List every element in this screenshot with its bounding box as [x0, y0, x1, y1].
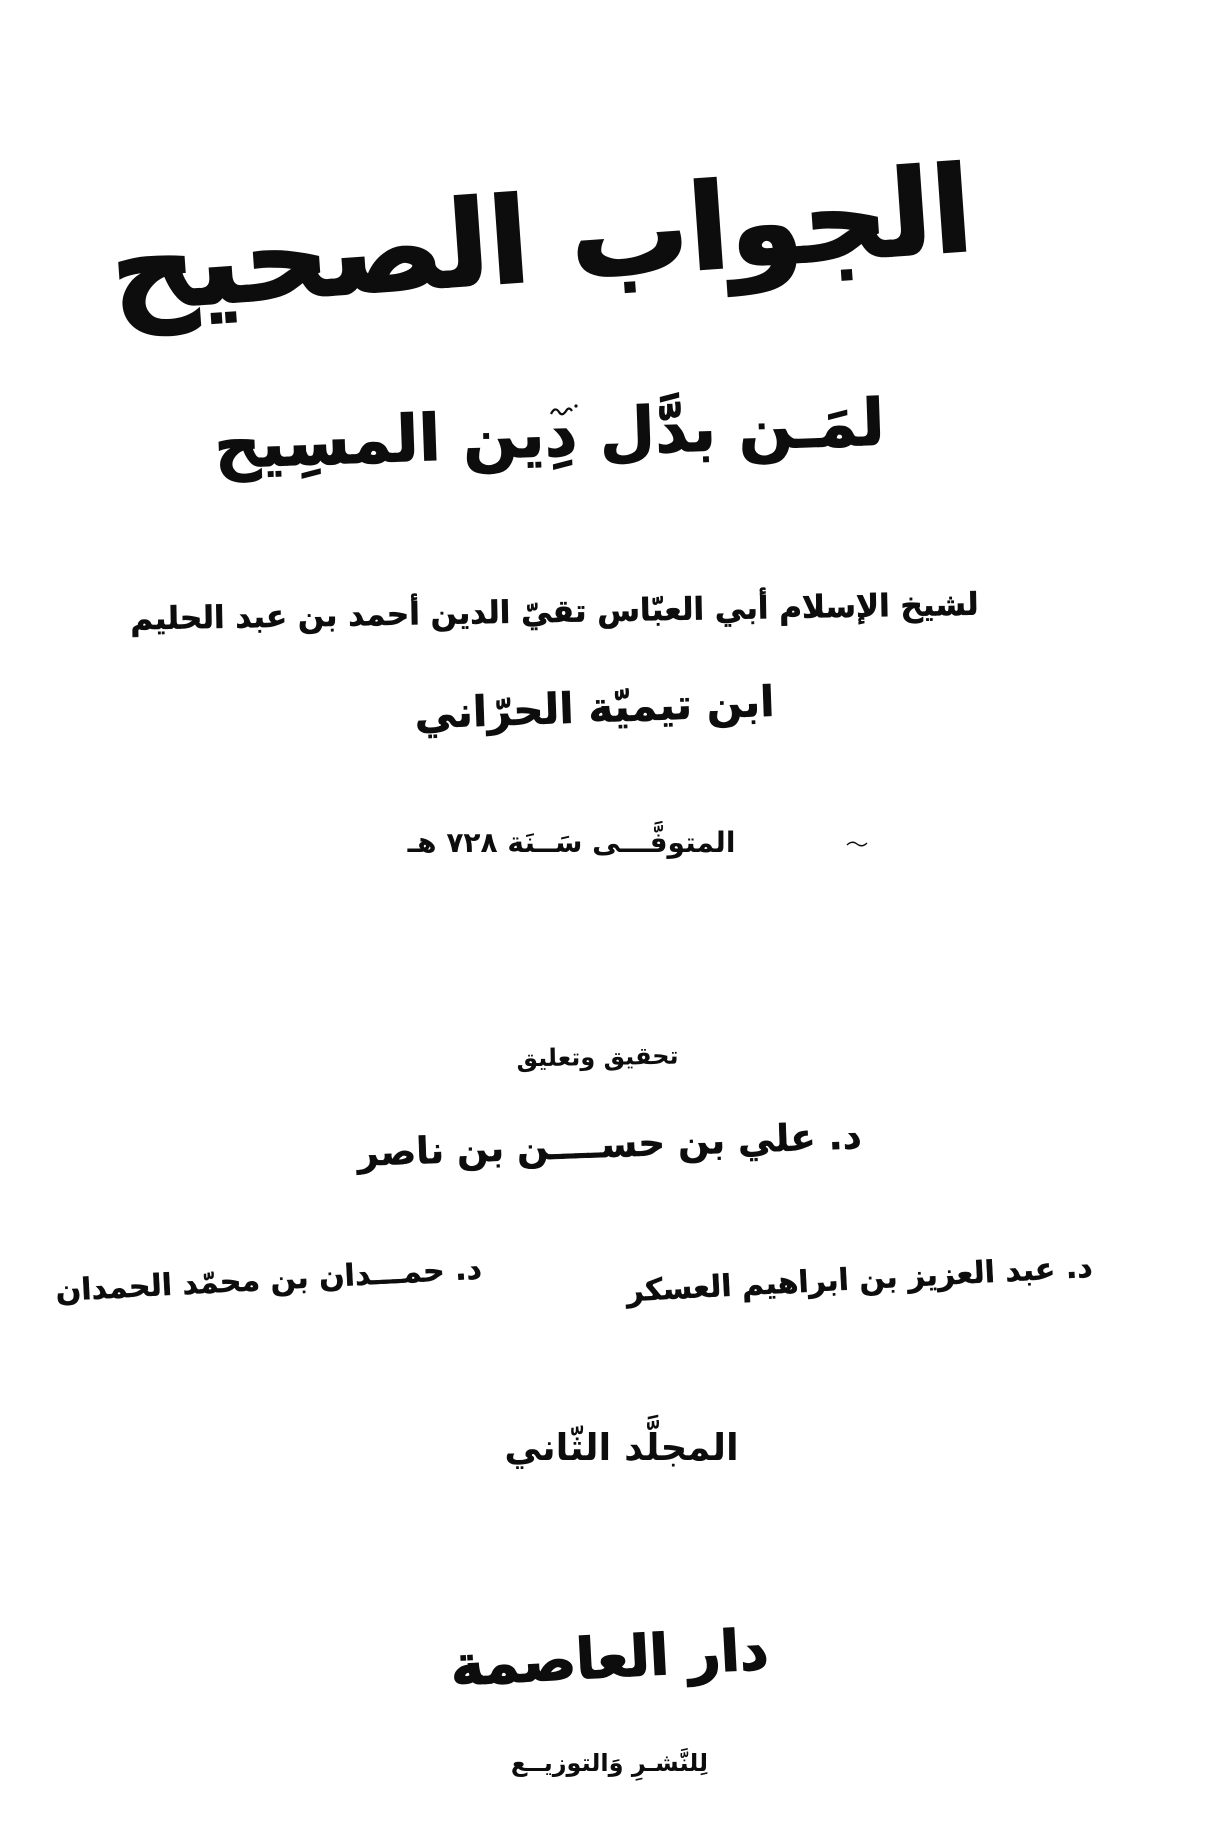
book-title-subtitle: لمَـن بدَّل دِين المسِيح [213, 386, 886, 484]
publisher-name: دار العاصمة [448, 1617, 771, 1700]
book-title-main: الجواب الصحيح [106, 140, 977, 338]
editor-name-left: د. حمـــدان بن محمّد الحمدان [54, 1251, 483, 1309]
editor-name-chief: د. علي بن حســــن بن ناصر [356, 1114, 863, 1175]
author-attribution: لشيخ الإسلام أبي العبّاس تقيّ الدين أحمد بن عبد الحليم [130, 586, 979, 638]
author-name: ابن تيميّة الحرّاني [413, 676, 776, 739]
volume-label: المجلَّد الثّاني [504, 1426, 739, 1469]
editor-name-right: د. عبد العزيز بن ابراهيم العسكر [625, 1249, 1094, 1310]
author-death-date: المتوفَّـــى سَــنَة ٧٢٨ هـ [407, 826, 736, 859]
publisher-subtitle: لِلنَّشـرِ وَالتوزيــع [510, 1749, 709, 1777]
editing-section-heading: تحقيق وتعليق [516, 1041, 679, 1073]
scan-stray-mark [846, 840, 868, 848]
